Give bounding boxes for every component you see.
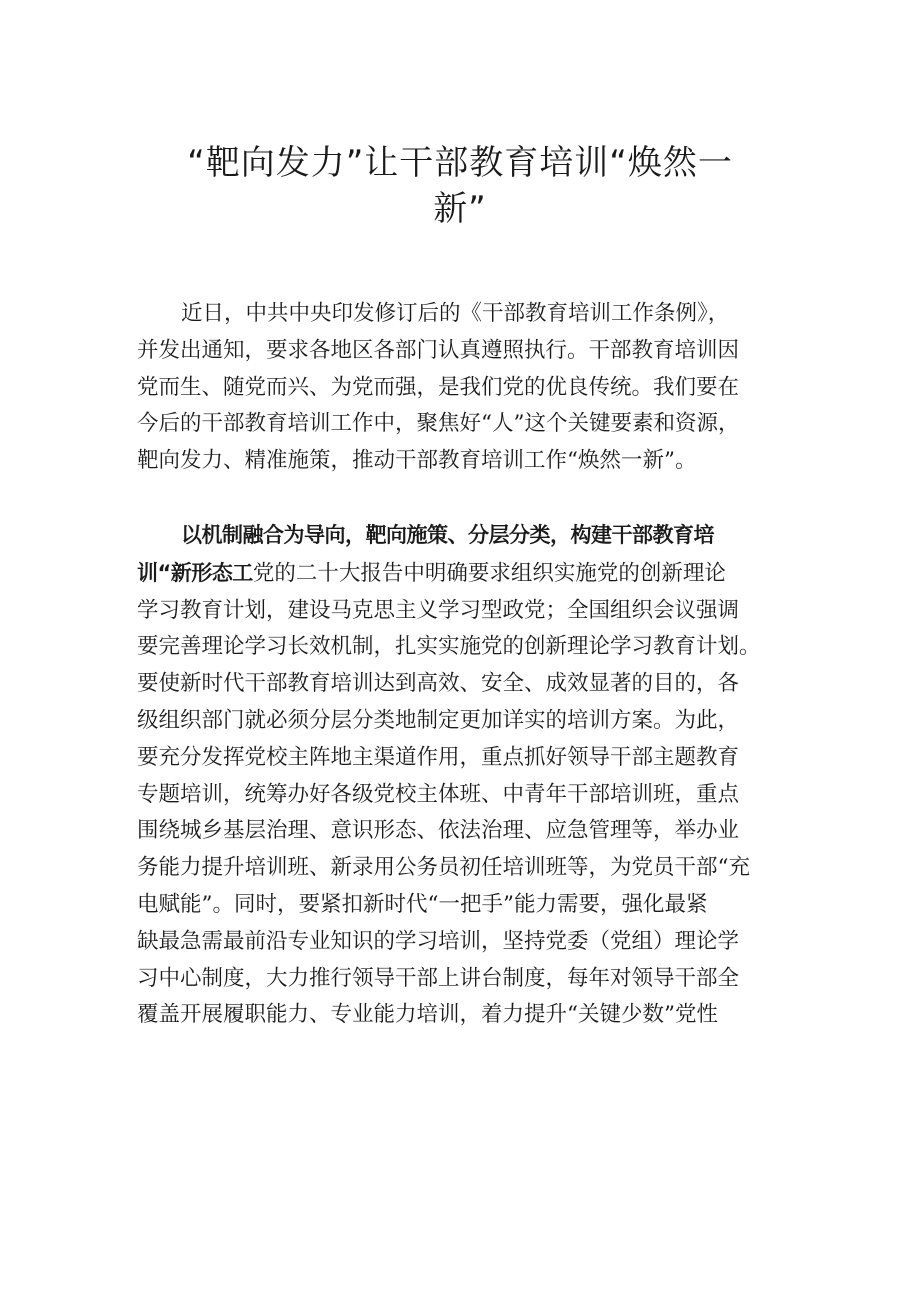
title-line-1: “靶向发力”让干部教育培训“焕然一 (187, 143, 733, 183)
paragraph-line (137, 555, 791, 593)
paragraph-line-text: 党的二十大报告中明确要求组织实施党的创新理论 (252, 560, 726, 586)
section-heading: 以机制融合为导向，靶向施策、分层分类，构建干部教育培 (181, 523, 714, 547)
document-title (140, 140, 780, 232)
title-line-2: 新” (433, 189, 487, 229)
paragraph-line: 级组织部门就必须分层分类地制定更加详实的培训方案。为此， (137, 707, 740, 733)
paragraph-line: 缺最急需最前沿专业知识的学习培训，坚持党委（党组）理论学 (137, 928, 740, 954)
paragraph-line: 并发出通知，要求各地区各部门认真遵照执行。干部教育培训因 (137, 337, 740, 363)
paragraph-line: 靶向发力、精准施策，推动干部教育培训工作“焕然一新”。 (137, 448, 697, 474)
paragraph-line: 要使新时代干部教育培训达到高效、安全、成效显著的目的，各 (137, 671, 740, 697)
paragraph-line: 围绕城乡基层治理、意识形态、依法治理、应急管理等，举办业 (137, 818, 740, 844)
paragraph-line: 党而生、随党而兴、为党而强，是我们党的优良传统。我们要在 (137, 374, 740, 400)
paragraph-intro (137, 296, 791, 480)
paragraph-line: 务能力提升培训班、新录用公务员初任培训班等，为党员干部“充 (137, 855, 750, 881)
paragraph-line: 近日，中共中央印发修订后的《干部教育培训工作条例》， (181, 301, 730, 326)
paragraph-line: 要完善理论学习长效机制，扎实实施党的创新理论学习教育计划。 (137, 634, 761, 660)
paragraph-line: 电赋能”。同时，要紧扣新时代“一把手”能力需要，强化最紧 (137, 891, 708, 917)
paragraph-line: 学习教育计划，建设马克思主义学习型政党；全国组织会议强调 (137, 597, 740, 623)
paragraph-line: 覆盖开展履职能力、专业能力培训，着力提升“关键少数”党性 (137, 1002, 718, 1028)
paragraph-mechanism (137, 517, 791, 1034)
paragraph-line: 习中心制度，大力推行领导干部上讲台制度，每年对领导干部全 (137, 965, 740, 991)
paragraph-line: 专题培训，统筹办好各级党校主体班、中青年干部培训班，重点 (137, 781, 740, 807)
section-heading-continued: 训“新形态工 (137, 560, 253, 585)
paragraph-line: 今后的干部教育培训工作中，聚焦好“人”这个关键要素和资源， (137, 411, 740, 437)
paragraph-line: 要充分发挥党校主阵地主渠道作用，重点抓好领导干部主题教育 (137, 744, 740, 770)
section-heading-line-1 (137, 517, 791, 555)
